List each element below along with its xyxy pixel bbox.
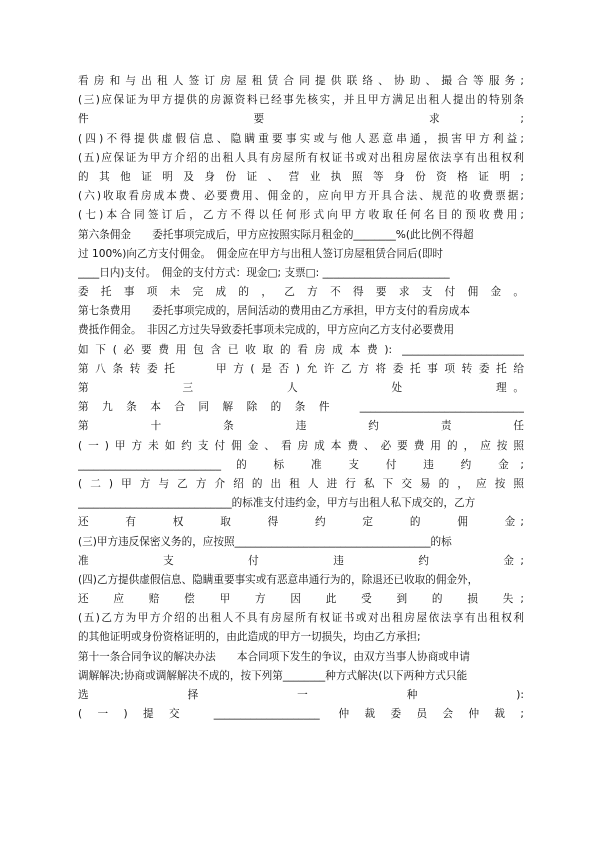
document-line: (六)收取看房成本费、必要费用、佣金的，应向甲方开具合法、规范的收费票据; — [78, 190, 524, 203]
document-line: 选 择 一 种 ): — [78, 689, 524, 701]
document-line: _____________________________的标准支付违约金，甲方与出租人私下成交的，乙方 — [78, 497, 476, 510]
document-line: 委托事项未完成的，乙方不得要求支付佣金。 — [78, 286, 524, 299]
document-line: 如下(必要费用包含已收取的看房成本费): _______________________ — [78, 343, 524, 356]
document-line: ___________________________ 的 标 准 支 付 违 约 金; — [78, 458, 524, 471]
document-line: (二)甲方与乙方介绍的出租人进行私下交易的，应按照 — [78, 477, 524, 490]
document-line: 第六条佣金 委托事项完成后，甲方应按照实际月租金的________%(此比例不得超 — [78, 228, 474, 241]
document-line: 的其他证明或身份资格证明的，由此造成的甲方一切损失，均由乙方承担; — [78, 631, 421, 644]
document-line: (三)甲方违反保密义务的，应按照_____________________________________的标 — [78, 535, 452, 548]
document-line: (五)乙方为甲方介绍的出租人不具有房屋所有权证书或对出租房屋依法享有出租权利 — [78, 612, 524, 625]
document-line: 还 应 赔 偿 甲 方 因 此 受 到 的 损 失; — [78, 593, 524, 606]
document-line: (四)乙方提供虚假信息、隐瞒重要事实或有恶意串通行为的，除退还已收取的佣金外， — [78, 573, 479, 586]
document-line: 第七条费用 委托事项完成的，居间活动的费用由乙方承担，甲方支付的看房成本 — [78, 305, 470, 318]
document-line: (五)应保证为甲方介绍的出租人具有房屋所有权证书或对出租房屋依法享有出租权利 — [78, 151, 524, 164]
document-line: 第十一条合同争议的解决办法 本合同项下发生的争议，由双方当事人协商或申请 — [78, 650, 470, 663]
document-line: 调解解决;协商或调解解决不成的，按下列第________种方式解决(以下两种方式只能 — [78, 669, 468, 682]
document-line: 的其他证明及身份证、营业执照等身份资格证明; — [78, 170, 524, 183]
document-line: (四)不得提供虚假信息、隐瞒重要事实或与他人恶意串通，损害甲方利益; — [78, 132, 524, 145]
document-line: ____日内)支付。 佣金的支付方式：现金□; 支票□: ________________________ — [78, 266, 450, 279]
document-body — [78, 72, 524, 724]
document-line: 准 支 付 违 约 金; — [78, 554, 524, 567]
document-line: 看房和与出租人签订房屋租赁合同提供联络、协助、撮合等服务; — [78, 75, 524, 87]
document-line: (七)本合同签订后，乙方不得以任何形式向甲方收取任何名目的预收费用; — [78, 209, 524, 222]
document-line: 费抵作佣金。 非因乙方过失导致委托事项未完成的，甲方应向乙方支付必要费用 — [78, 324, 455, 337]
document-line: 件 要 求; — [78, 113, 524, 126]
document-line: 第八条转委托 甲方(是否)允许乙方将委托事项转委托给 — [78, 362, 524, 375]
document-line: (三)应保证为甲方提供的房源资料已经事先核实，并且甲方满足出租人提出的特别条 — [78, 94, 524, 107]
document-line: 还 有 权 取 得 约 定 的 佣 金; — [78, 516, 524, 529]
document-line: 过 100%)向乙方支付佣金。 佣金应在甲方与出租人签订房屋租赁合同后(即时 — [78, 247, 444, 260]
document-line: 第 三 人 处 理。 — [78, 382, 524, 394]
document-line: (一)甲方未如约支付佣金、看房成本费、必要费用的，应按照 — [78, 439, 524, 452]
document-line: 第九条本合同解除的条件 _______________________________ — [78, 401, 524, 414]
document-line: 第 十 条 违 约 责 任 — [78, 420, 524, 433]
document-line: (一)提交 ____________________ 仲裁委员会仲裁; — [78, 708, 524, 721]
